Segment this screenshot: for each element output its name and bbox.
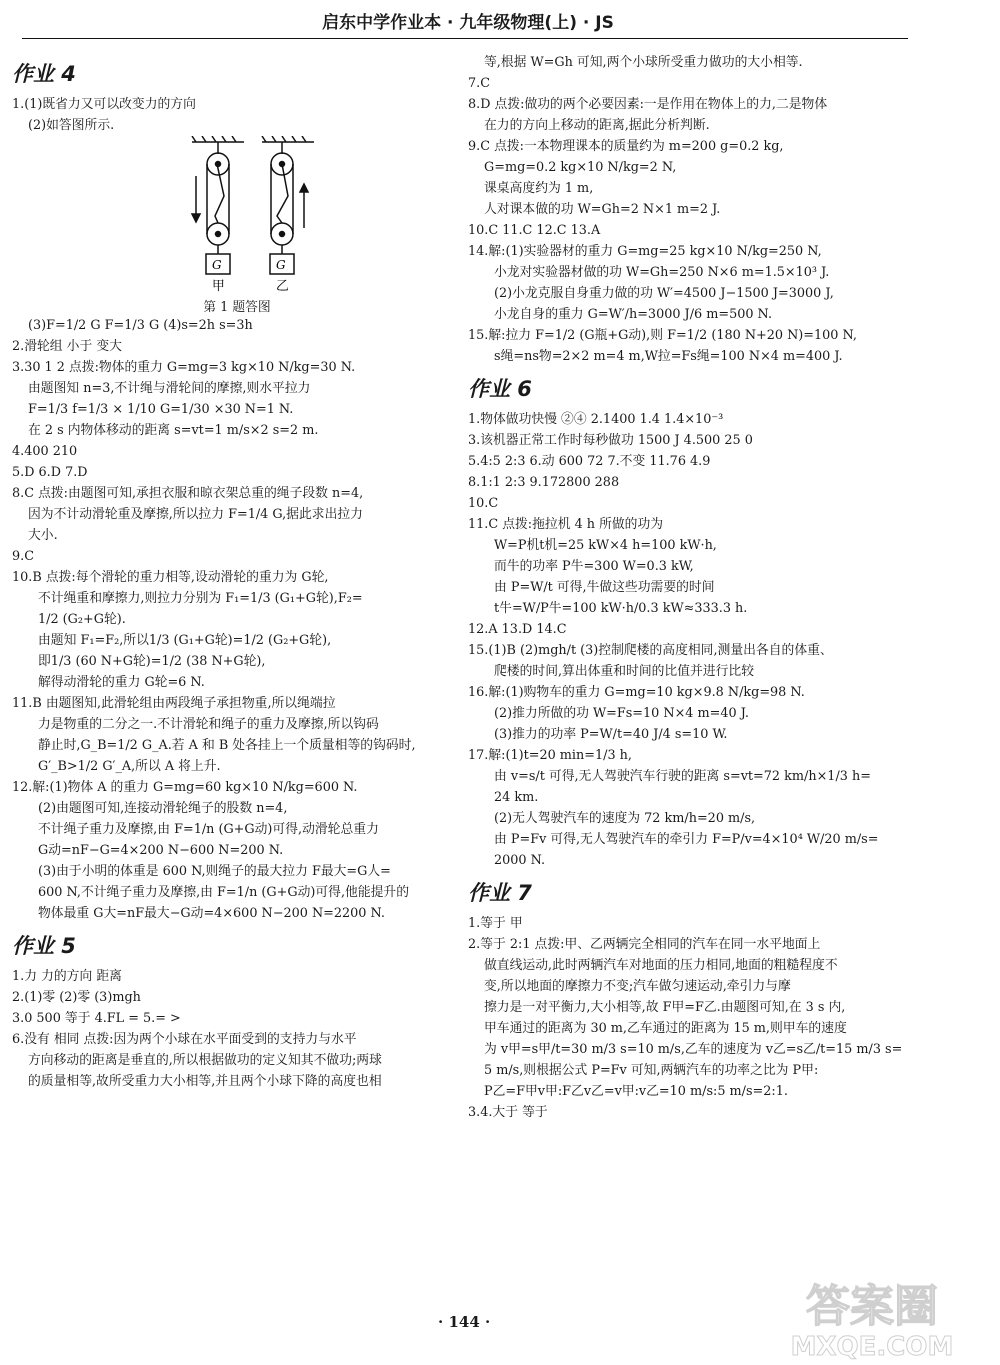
answer-line: 9.C 点拨:一本物理课本的质量约为 m=200 g=0.2 kg,	[468, 139, 784, 154]
watermark-text: 答案圈	[806, 1281, 938, 1332]
answer-line: 解得动滑轮的重力 G轮=6 N.	[38, 675, 205, 690]
answer-line: 8.C 点拨:由题图可知,承担衣服和晾衣架总重的绳子段数 n=4,	[12, 486, 364, 501]
answer-line: 甲车通过的距离为 30 m,乙车通过的距离为 15 m,则甲车的速度	[484, 1021, 847, 1036]
page-number: · 144 ·	[438, 1313, 491, 1331]
answer-line: 6.没有 相同 点拨:因为两个小球在水平面受到的支持力与水平	[12, 1032, 357, 1047]
answer-line: 做直线运动,此时两辆汽车对地面的压力相同,地面的粗糙程度不	[484, 958, 838, 973]
answer-line: W=P机t机=25 kW×4 h=100 kW·h,	[494, 538, 717, 553]
answer-line: 静止时,G_B=1/2 G_A.若 A 和 B 处各挂上一个质量相等的钩码时,	[38, 738, 416, 753]
answer-line: 即1/3 (60 N+G轮)=1/2 (38 N+G轮),	[38, 654, 266, 669]
left-column	[12, 52, 462, 1092]
answer-line: 3.30 1 2 点拨:物体的重力 G=mg=3 kg×10 N/kg=30 N.	[12, 360, 356, 375]
answer-line: 17.解:(1)t=20 min=1/3 h,	[468, 748, 632, 763]
answer-line: 等,根据 W=Gh 可知,两个小球所受重力做功的大小相等.	[484, 55, 803, 70]
answer-line: 12.A 13.D 14.C	[468, 622, 567, 637]
answer-line: P乙=F甲v甲:F乙v乙=v甲:v乙=10 m/s:5 m/s=2:1.	[484, 1084, 788, 1099]
answer-line: 由 P=Fv 可得,无人驾驶汽车的牵引力 F=P/v=4×10⁴ W/20 m/s=	[494, 832, 879, 847]
answer-line: 课桌高度约为 1 m,	[484, 181, 594, 196]
fig-weight-label: G	[212, 258, 222, 272]
answer-line: (3)由于小明的体重是 600 N,则绳子的最大拉力 F最大=G人=	[38, 864, 391, 879]
answer-line: 600 N,不计绳子重力及摩擦,由 F=1/n (G+G动)可得,他能提升的	[38, 885, 410, 900]
answer-line: G′_B>1/2 G′_A,所以 A 将上升.	[38, 759, 221, 774]
answer-line: G动=nF−G=4×200 N−600 N=200 N.	[38, 843, 284, 858]
answer-line: 不计绳子重力及摩擦,由 F=1/n (G+G动)可得,动滑轮总重力	[38, 822, 379, 837]
answer-line: (2)无人驾驶汽车的速度为 72 km/h=20 m/s,	[494, 811, 756, 826]
watermark-url: MXQE.COM	[790, 1332, 954, 1361]
answer-line: 24 km.	[494, 790, 539, 805]
fig-label-jia: 甲	[212, 279, 225, 294]
answer-line: 小龙自身的重力 G=W′/h=3000 J/6 m=500 N.	[494, 307, 773, 322]
pulley-diagram	[12, 136, 462, 296]
answer-line: 由 P=W/t 可得,牛做这些功需要的时间	[494, 580, 715, 595]
answer-line: 15.(1)B (2)mgh/t (3)控制爬楼的高度相同,测量出各自的体重、	[468, 643, 833, 658]
right-column	[468, 52, 918, 1123]
section-title-4: 作业 4	[12, 62, 76, 86]
answer-line: 大小.	[28, 528, 58, 543]
section-title-5: 作业 5	[12, 934, 76, 958]
watermark-logo	[752, 1273, 992, 1361]
answer-line: (3)F=1/2 G F=1/3 G (4)s=2h s=3h	[28, 318, 253, 333]
answer-line: 16.解:(1)购物车的重力 G=mg=10 kg×9.8 N/kg=98 N.	[468, 685, 805, 700]
fig-label-yi: 乙	[276, 279, 289, 294]
answer-line: 10.B 点拨:每个滑轮的重力相等,设动滑轮的重力为 G轮,	[12, 570, 329, 585]
answer-line: 2.滑轮组 小于 变大	[12, 339, 122, 354]
answer-line: 在 2 s 内物体移动的距离 s=vt=1 m/s×2 s=2 m.	[28, 423, 319, 438]
answer-line: 2.(1)零 (2)零 (3)mgh	[12, 990, 141, 1005]
answer-line: 11.B 由题图知,此滑轮组由两段绳子承担物重,所以绳端拉	[12, 696, 336, 711]
answer-line: 10.C	[468, 496, 499, 511]
answer-line: 1.等于 甲	[468, 916, 523, 931]
answer-line: 由题知 F₁=F₂,所以1/3 (G₁+G轮)=1/2 (G₂+G轮),	[38, 633, 332, 648]
answer-line: 10.C 11.C 12.C 13.A	[468, 223, 601, 238]
answer-line: 3.4.大于 等于	[468, 1105, 548, 1120]
answer-line: 14.解:(1)实验器材的重力 G=mg=25 kg×10 N/kg=250 N,	[468, 244, 822, 259]
header-rule	[22, 38, 908, 39]
answer-line: 15.解:拉力 F=1/2 (G瓶+G动),则 F=1/2 (180 N+20 N)=100 N,	[468, 328, 857, 343]
answer-line: (2)推力所做的功 W=Fs=10 N×4 m=40 J.	[494, 706, 749, 721]
answer-line: 5.4:5 2:3 6.动 600 72 7.不变 11.76 4.9	[468, 454, 711, 469]
answer-line: 的质量相等,故所受重力大小相等,并且两个小球下降的高度也相	[28, 1074, 382, 1089]
answer-line: 8.D 点拨:做功的两个必要因素:一是作用在物体上的力,二是物体	[468, 97, 828, 112]
answer-line: 1.(1)既省力又可以改变力的方向	[12, 97, 196, 112]
answer-line: (3)推力的功率 P=W/t=40 J/4 s=10 W.	[494, 727, 728, 742]
answer-line: 人对课本做的功 W=Gh=2 N×1 m=2 J.	[484, 202, 721, 217]
answer-line: 小龙对实验器材做的功 W=Gh=250 N×6 m=1.5×10³ J.	[494, 265, 830, 280]
pulley-figure	[12, 136, 462, 296]
section-title-7: 作业 7	[468, 881, 532, 905]
answer-line: 9.C	[12, 549, 35, 564]
answer-line: 1.力 力的方向 距离	[12, 969, 122, 984]
answer-line: 为 v甲=s甲/t=30 m/3 s=10 m/s,乙车的速度为 v乙=s乙/t=15 m/3 s=	[484, 1042, 903, 1057]
answer-line: 在力的方向上移动的距离,据此分析判断.	[484, 118, 710, 133]
answer-line: 3.0 500 等于 4.FL = 5.= >	[12, 1011, 181, 1026]
answer-line: 8.1:1 2:3 9.172800 288	[468, 475, 620, 490]
answer-line: 1.物体做功快慢 ②④ 2.1400 1.4 1.4×10⁻³	[468, 412, 724, 427]
answer-line: 不计绳重和摩擦力,则拉力分别为 F₁=1/3 (G₁+G轮),F₂=	[38, 591, 363, 606]
answer-line: F=1/3 f=1/3 × 1/10 G=1/30 ×30 N=1 N.	[28, 402, 294, 417]
answer-line: (2)小龙克服自身重力做的功 W′=4500 J−1500 J=3000 J,	[494, 286, 834, 301]
answer-line: 11.C 点拨:拖拉机 4 h 所做的功为	[468, 517, 664, 532]
section-title-6: 作业 6	[468, 377, 532, 401]
answer-line: s绳=ns物=2×2 m=4 m,W拉=Fs绳=100 N×4 m=400 J.	[494, 349, 843, 364]
answer-line: 2.等于 2:1 点拨:甲、乙两辆完全相同的汽车在同一水平地面上	[468, 937, 821, 952]
answer-line: 力是物重的二分之一.不计滑轮和绳子的重力及摩擦,所以钩码	[38, 717, 379, 732]
answer-line: 变,所以地面的摩擦力不变;汽车做匀速运动,牵引力与摩	[484, 979, 791, 994]
fig-weight-label: G	[276, 258, 286, 272]
figure-caption: 第 1 题答图	[203, 300, 271, 315]
answer-line: (2)如答图所示.	[28, 118, 115, 133]
answer-line: 方向移动的距离是垂直的,所以根据做功的定义知其不做功;两球	[28, 1053, 382, 1068]
answer-line: 5.D 6.D 7.D	[12, 465, 88, 480]
answer-line: G=mg=0.2 kg×10 N/kg=2 N,	[484, 160, 677, 175]
answer-line: 由 v=s/t 可得,无人驾驶汽车行驶的距离 s=vt=72 km/h×1/3 h=	[494, 769, 871, 784]
answer-line: 5 m/s,则根据公式 P=Fv 可知,两辆汽车的功率之比为 P甲:	[484, 1063, 819, 1078]
answer-line: 1/2 (G₂+G轮).	[38, 612, 126, 627]
answer-line: 因为不计动滑轮重及摩擦,所以拉力 F=1/4 G,据此求出拉力	[28, 507, 363, 522]
answer-line: 而牛的功率 P牛=300 W=0.3 kW,	[494, 559, 694, 574]
answer-line: 物体最重 G大=nF最大−G动=4×600 N−200 N=2200 N.	[38, 906, 385, 921]
answer-line: 4.400 210	[12, 444, 78, 459]
answer-line: 3.该机器正常工作时每秒做功 1500 J 4.500 25 0	[468, 433, 753, 448]
answer-line: 擦力是一对平衡力,大小相等,故 F甲=F乙.由题图可知,在 3 s 内,	[484, 1000, 846, 1015]
answer-line: 7.C	[468, 76, 491, 91]
page-header: 启东中学作业本 · 九年级物理(上) · JS	[322, 13, 614, 33]
answer-line: 由题图知 n=3,不计绳与滑轮间的摩擦,则水平拉力	[28, 381, 311, 396]
answer-line: t牛=W/P牛=100 kW·h/0.3 kW≈333.3 h.	[494, 601, 748, 616]
answer-line: 12.解:(1)物体 A 的重力 G=mg=60 kg×10 N/kg=600 N.	[12, 780, 358, 795]
answer-line: 2000 N.	[494, 853, 546, 868]
answer-line: 爬楼的时间,算出体重和时间的比值并进行比较	[494, 664, 755, 679]
answer-line: (2)由题图可知,连接动滑轮绳子的股数 n=4,	[38, 801, 288, 816]
